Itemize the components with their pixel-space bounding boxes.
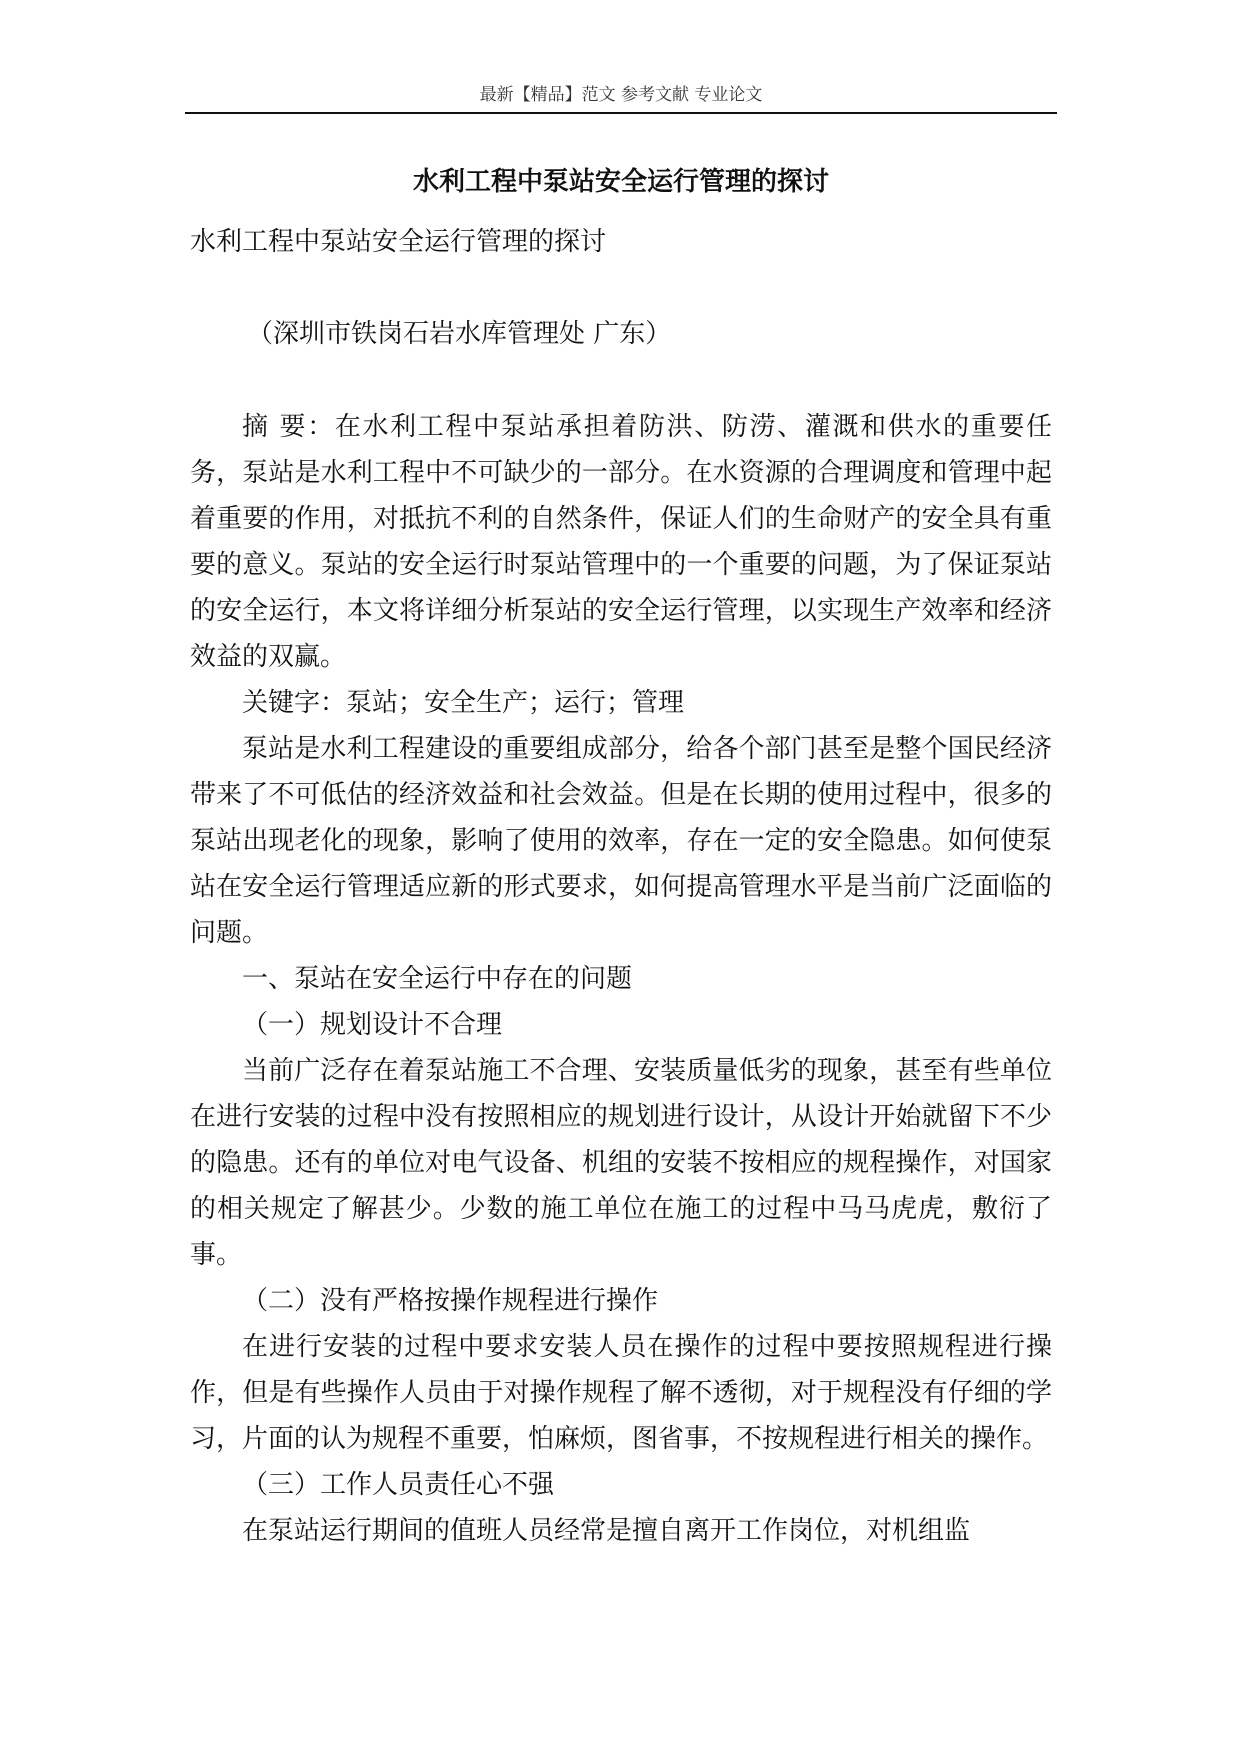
subsection-paragraph-3: 在泵站运行期间的值班人员经常是擅自离开工作岗位，对机组监 bbox=[242, 1516, 971, 1546]
subsection-paragraph-1: 当前广泛存在着泵站施工不合理、安装质量低劣的现象，甚至有些单位在进行安装的过程中没有按照相应的规划进行设计，从设计开始就留下不少的隐患。还有的单位对电气设备、机组的安装不按相应的规程操作，对国家的相关规定了解甚少。少数的施工单位在施工的过程中马马虎虎，敷衍了事。 bbox=[190, 1056, 1052, 1270]
author-affiliation: （深圳市铁岗石岩水库管理处 广东） bbox=[247, 319, 672, 349]
document-subtitle: 水利工程中泵站安全运行管理的探讨 bbox=[190, 227, 607, 257]
subsection-paragraph-2: 在进行安装的过程中要求安装人员在操作的过程中要按照规程进行操作，但是有些操作人员由于对操作规程了解不透彻，对于规程没有仔细的学习，片面的认为规程不重要，怕麻烦，图省事，不按规程进行相关的操作。 bbox=[190, 1332, 1052, 1454]
intro-paragraph: 泵站是水利工程建设的重要组成部分，给各个部门甚至是整个国民经济带来了不可低估的经济效益和社会效益。但是在长期的使用过程中，很多的泵站出现老化的现象，影响了使用的效率，存在一定的安全隐患。如何使泵站在安全运行管理适应新的形式要求，如何提高管理水平是当前广泛面临的问题。 bbox=[190, 734, 1052, 948]
running-header: 最新【精品】范文 参考文献 专业论文 bbox=[479, 85, 763, 105]
document-title: 水利工程中泵站安全运行管理的探讨 bbox=[412, 167, 829, 197]
document-body bbox=[190, 404, 1052, 1554]
subsection-heading-3: （三）工作人员责任心不强 bbox=[242, 1470, 555, 1500]
section-heading-1: 一、泵站在安全运行中存在的问题 bbox=[242, 964, 633, 994]
keywords-line: 关键字：泵站；安全生产；运行；管理 bbox=[242, 688, 685, 718]
subsection-heading-1: （一）规划设计不合理 bbox=[242, 1010, 503, 1040]
abstract-paragraph: 摘 要：在水利工程中泵站承担着防洪、防涝、灌溉和供水的重要任务，泵站是水利工程中不可缺少的一部分。在水资源的合理调度和管理中起着重要的作用，对抵抗不利的自然条件，保证人们的生命财产的安全具有重要的意义。泵站的安全运行时泵站管理中的一个重要的问题，为了保证泵站的安全运行，本文将详细分析泵站的安全运行管理，以实现生产效率和经济效益的双赢。 bbox=[190, 412, 1052, 672]
header-divider bbox=[185, 112, 1057, 114]
subsection-heading-2: （二）没有严格按操作规程进行操作 bbox=[242, 1286, 659, 1316]
